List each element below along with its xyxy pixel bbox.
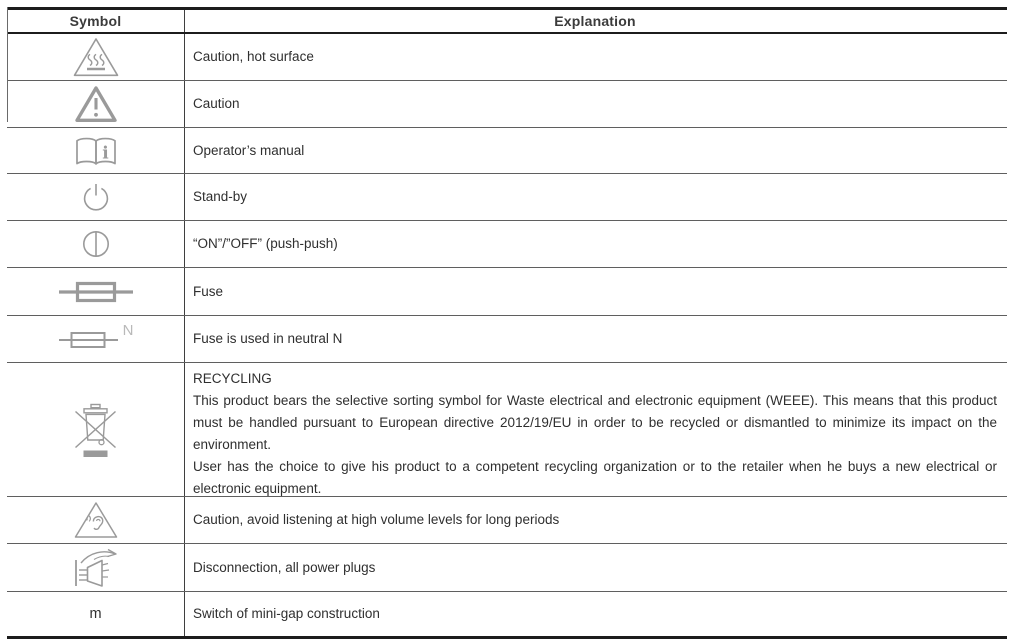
disconnection-icon (68, 546, 124, 590)
caution-icon (74, 84, 118, 124)
table-row (7, 174, 1007, 221)
standby-icon (80, 181, 112, 213)
explanation-text: “ON”/”OFF” (push-push) (193, 236, 338, 251)
table-row (7, 34, 1007, 81)
header-symbol: Symbol (7, 10, 185, 32)
table-row (7, 221, 1007, 268)
table-row (7, 128, 1007, 174)
explanation-text: Operator’s manual (193, 142, 305, 158)
mini-gap-symbol: m (89, 606, 102, 622)
table-row (7, 592, 1007, 636)
header-explanation: Explanation (554, 13, 636, 29)
fuse-neutral-icon (58, 326, 120, 352)
table-row (7, 316, 1007, 363)
explanation-text: Disconnection, all power plugs (193, 559, 376, 575)
recycling-paragraph-2: User has the choice to give his product to a competent recycling organization or to the retailer when he buys a new electrical or electronic equipment. (193, 459, 997, 496)
recycling-title: RECYCLING (193, 371, 272, 386)
neutral-n-label: N (122, 321, 134, 339)
explanation-text: Switch of mini-gap construction (193, 606, 380, 621)
svg-text:i: i (101, 143, 109, 163)
table-left-border (7, 7, 8, 122)
explanation-text: Caution (193, 96, 240, 111)
table-row (7, 544, 1007, 592)
symbol-explanation-table (7, 7, 1007, 639)
recycling-paragraph-1: This product bears the selective sorting symbol for Waste electrical and electronic equipment (WEEE). This means that this product must be handled pursuant to European directive 2012/19/EU in order to be recycled or dismantled to minimize its impact on the environment. (193, 393, 997, 452)
explanation-text: Caution, avoid listening at high volume levels for long periods (193, 512, 560, 527)
table-row (7, 268, 1007, 316)
table-row (7, 363, 1007, 497)
weee-recycling-icon (71, 402, 121, 458)
explanation-text: Caution, hot surface (193, 49, 314, 64)
table-row (7, 81, 1007, 128)
hot-surface-icon (72, 36, 120, 78)
operators-manual-icon (73, 134, 119, 168)
table-row (7, 497, 1007, 544)
ear-caution-icon (73, 500, 119, 540)
fuse-icon (57, 277, 135, 307)
table-header-row (7, 10, 1007, 34)
explanation-text: Fuse is used in neutral N (193, 331, 343, 346)
explanation-text: Stand-by (193, 189, 248, 204)
on-off-icon (80, 228, 112, 260)
explanation-text: Fuse (193, 283, 224, 299)
